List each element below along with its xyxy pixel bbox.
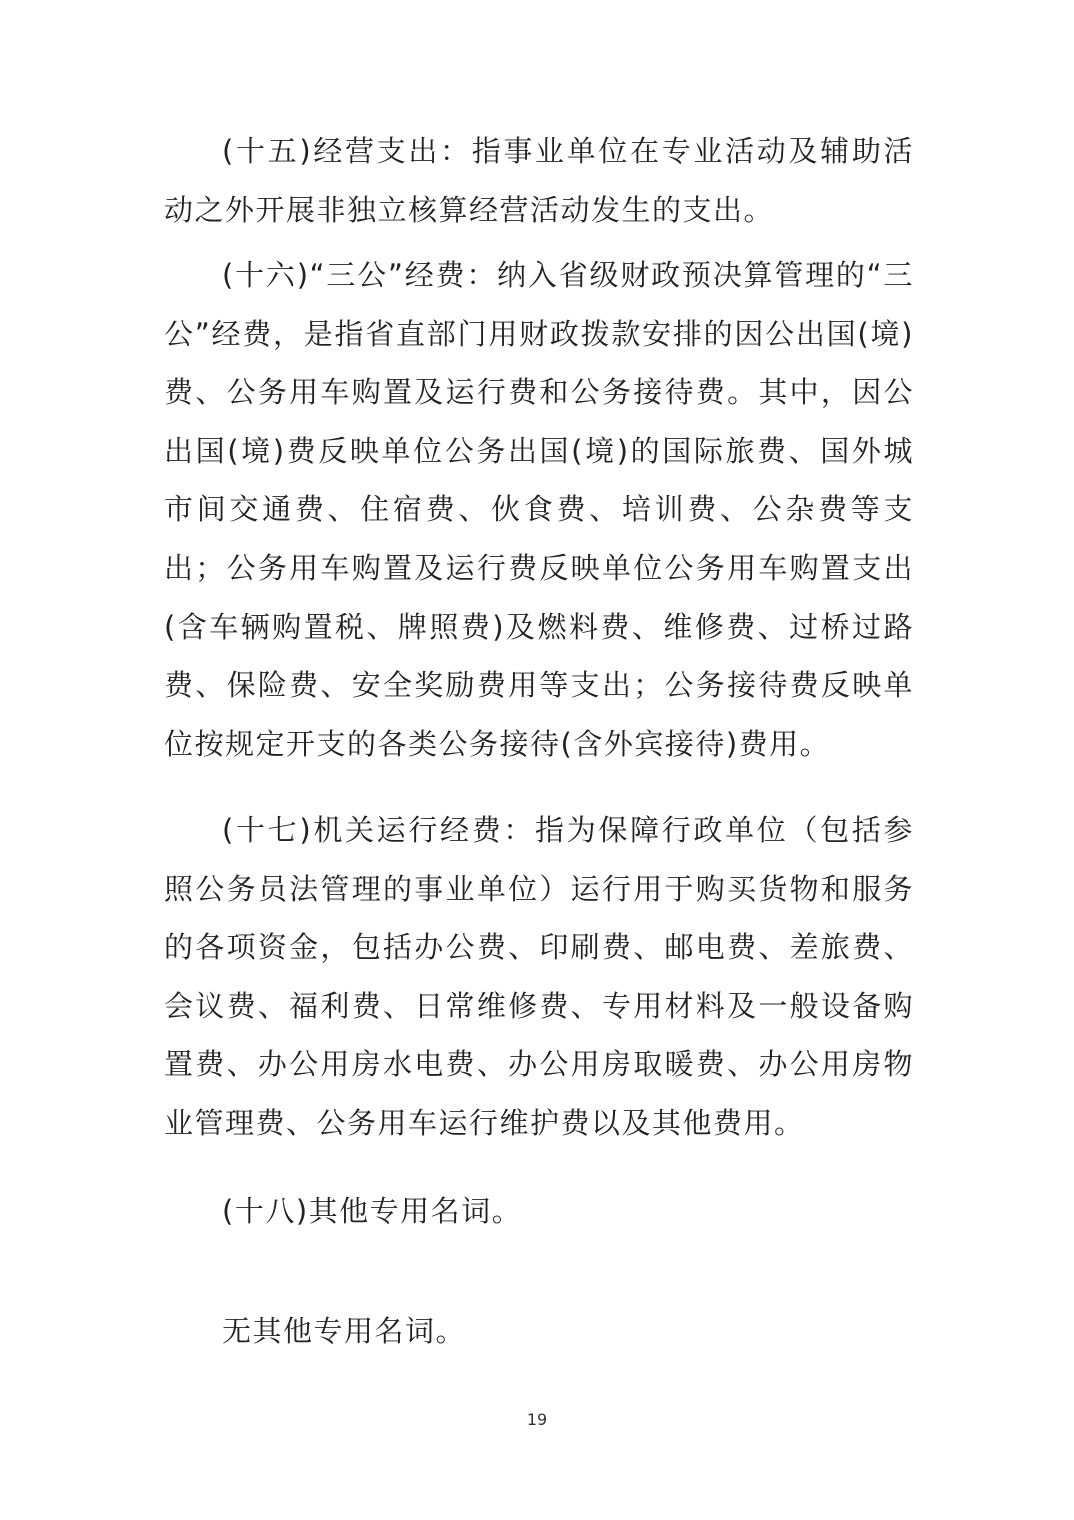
page-number: 19 [526, 1410, 548, 1429]
paragraph-no-other-terms: 无其他专用名词。 [222, 1314, 467, 1348]
paragraph-agency-operating-expenses: (十七)机关运行经费：指为保障行政单位（包括参照公务员法管理的事业单位）运行用于购买货物和服务的各项资金，包括办公费、印刷费、邮电费、差旅费、会议费、福利费、日常维修费、专用材料及一般设备购置费、办公用房水电费、办公用房取暖费、办公用房物业管理费、公务用车运行维护费以及其他费用。 [164, 813, 914, 1140]
paragraph-other-terms-heading: (十八)其他专用名词。 [222, 1194, 523, 1228]
paragraph-operating-expenditure: (十五)经营支出：指事业单位在专业活动及辅助活动之外开展非独立核算经营活动发生的支出。 [164, 134, 914, 227]
paragraph-three-public-expenses: (十六)“三公”经费：纳入省级财政预决算管理的“三公”经费，是指省直部门用财政拨款安排的因公出国(境)费、公务用车购置及运行费和公务接待费。其中，因公出国(境)费反映单位公务出国(境)的国际旅费、国外城市间交通费、住宿费、伙食费、培训费、公杂费等支出；公务用车购置及运行费反映单位公务用车购置支出(含车辆购置税、牌照费)及燃料费、维修费、过桥过路费、保险费、安全奖励费用等支出；公务接待费反映单位按规定开支的各类公务接待(含外宾接待)费用。 [164, 258, 914, 761]
